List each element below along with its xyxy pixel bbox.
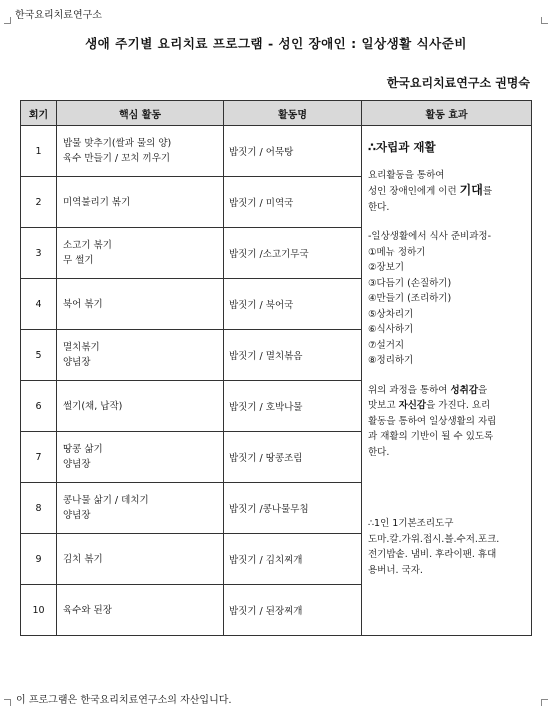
session-number: 6 <box>21 381 57 432</box>
crop-mark <box>541 17 548 24</box>
author: 한국요리치료연구소 권명숙 <box>386 76 530 90</box>
session-number: 1 <box>21 126 57 177</box>
step-item: ④만들기 (조리하기) <box>368 293 452 304</box>
header-session: 회기 <box>21 101 57 126</box>
core-activity: 밥물 맞추기(쌀과 물의 양) 육수 만들기 / 꼬치 끼우기 <box>57 126 224 177</box>
step-item: ⑧정리하기 <box>368 355 414 366</box>
crop-mark <box>4 699 11 706</box>
core-activity: 김치 볶기 <box>57 534 224 585</box>
core-activity: 육수와 된장 <box>57 585 224 636</box>
header-core-activity: 핵심 활동 <box>57 101 224 126</box>
activity-name: 밥짓기 /소고기무국 <box>224 228 362 279</box>
activity-name: 밥짓기 / 된장찌개 <box>224 585 362 636</box>
core-activity: 북어 볶기 <box>57 279 224 330</box>
crop-mark <box>541 699 548 706</box>
session-number: 3 <box>21 228 57 279</box>
step-item: ⑤상차리기 <box>368 308 414 320</box>
step-item: ⑦설거지 <box>368 339 405 351</box>
effect-heading: ∴자립과 재활 <box>368 140 436 154</box>
step-item: ⑥식사하기 <box>368 324 414 335</box>
step-item: ②장보기 <box>368 262 405 273</box>
activity-name: 밥짓기 / 땅콩조림 <box>224 432 362 483</box>
activity-name: 밥짓기 / 호박나물 <box>224 381 362 432</box>
session-number: 5 <box>21 330 57 381</box>
program-table <box>20 100 532 636</box>
session-number: 2 <box>21 177 57 228</box>
session-number: 8 <box>21 483 57 534</box>
session-number: 4 <box>21 279 57 330</box>
activity-name: 밥짓기 / 어묵탕 <box>224 126 362 177</box>
session-number: 10 <box>21 585 57 636</box>
activity-name: 밥짓기 / 멸치볶음 <box>224 330 362 381</box>
activity-name: 밥짓기 / 미역국 <box>224 177 362 228</box>
step-item: ①메뉴 정하기 <box>368 246 426 258</box>
activity-name: 밥짓기 /콩나물무침 <box>224 483 362 534</box>
core-activity: 땅콩 삶기 양념장 <box>57 432 224 483</box>
activity-effect: ∴자립과 재활 요리활동을 통하여 성인 장애인에게 이런 기대를 한다. -일상생활에서 식사 준비과정- ①메뉴 정하기 ②장보기 ③다듬기 (손질하기) ④만들기 (조리하기) ⑤상차리기 ⑥식사하기 ⑦설거지 ⑧정리하기 위의 과정을 통하여 성취감을 맛보고 자신감을 가진다. 요리 활동을 통하여 일상생활의 자립 과 재활의 기반이 될 수 있도록 한다. ∴1인 1기본조리도구 도마.칼.가위.접시.볼.수저.포크. 전기밥솥. 냄비. 후라이팬. 휴대 용버너. 국자. <box>362 126 532 636</box>
header-org: 한국요리치료연구소 <box>15 10 102 21</box>
activity-name: 밥짓기 / 김치찌개 <box>224 534 362 585</box>
process-title: -일상생활에서 식사 준비과정- <box>368 231 492 242</box>
activity-name: 밥짓기 / 북어국 <box>224 279 362 330</box>
core-activity: 멸치볶기 양념장 <box>57 330 224 381</box>
crop-mark <box>4 17 11 24</box>
document-title: 생애 주기별 요리치료 프로그램 - 성인 장애인 : 일상생활 식사준비 <box>85 36 467 51</box>
tools-title: ∴1인 1기본조리도구 <box>368 518 454 529</box>
table-header-row <box>21 101 532 126</box>
session-number: 9 <box>21 534 57 585</box>
core-activity: 소고기 볶기 무 썰기 <box>57 228 224 279</box>
core-activity: 썰기(채, 납작) <box>57 381 224 432</box>
core-activity: 콩나물 삶기 / 데치기 양념장 <box>57 483 224 534</box>
header-activity-effect: 활동 효과 <box>362 101 532 126</box>
footer-note: 이 프로그램은 한국요리치료연구소의 자산입니다. <box>16 695 232 706</box>
header-activity-name: 활동명 <box>224 101 362 126</box>
core-activity: 미역불리기 볶기 <box>57 177 224 228</box>
table-row <box>21 126 532 177</box>
session-number: 7 <box>21 432 57 483</box>
step-item: ③다듬기 (손질하기) <box>368 277 452 289</box>
